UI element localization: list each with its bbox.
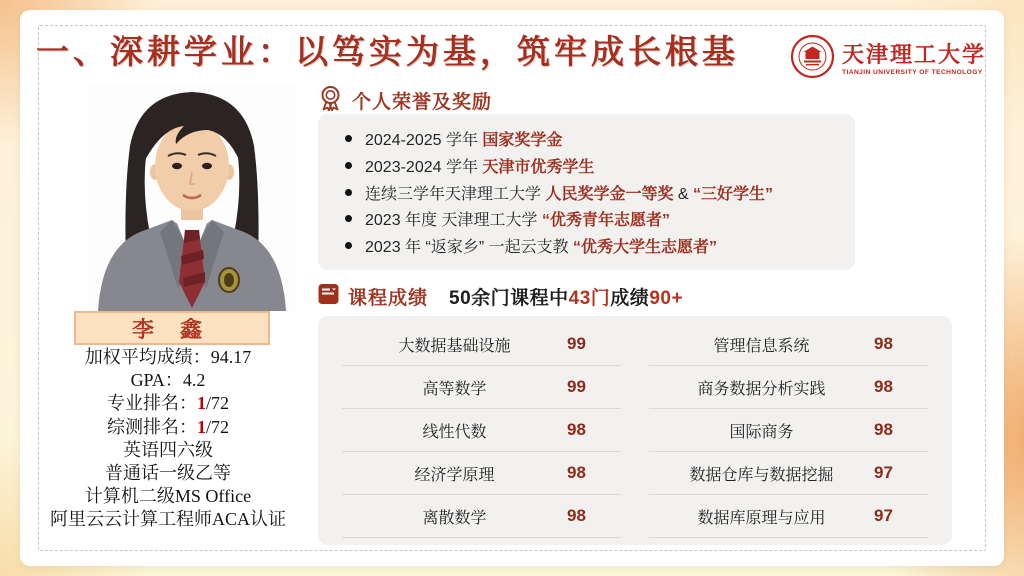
student-name: 李 鑫 [131, 316, 213, 342]
university-seal-icon [790, 34, 835, 84]
stat-line [24, 439, 312, 462]
book-icon [318, 283, 339, 310]
honor-highlight: 天津市优秀学生 [482, 158, 595, 176]
university-name [842, 43, 986, 76]
course-row [649, 495, 928, 538]
grades-panel [318, 316, 952, 545]
stat-prefix: 普通话一级乙等 [105, 463, 231, 484]
honor-highlight: 国家奖学金 [482, 132, 563, 149]
student-stats [24, 346, 312, 532]
course-name: 经济学原理 [414, 466, 495, 484]
stat-prefix: 英语四六级 [123, 439, 213, 460]
course-name: 管理信息系统 [713, 337, 810, 355]
course-score: 97 [874, 506, 893, 525]
honor-plain: & [673, 185, 694, 203]
course-row [342, 452, 621, 495]
course-name: 离散数学 [422, 509, 487, 527]
bullet-icon [345, 242, 352, 249]
course-score: 99 [567, 334, 586, 353]
stat-prefix: 计算机二级MS Office [84, 486, 252, 507]
stat-line [24, 485, 312, 508]
course-row [649, 452, 928, 495]
course-score: 98 [567, 420, 586, 439]
course-name: 线性代数 [422, 423, 487, 441]
bullet-icon [345, 162, 352, 169]
honor-text [365, 207, 670, 230]
course-name: 大数据基础设施 [398, 337, 511, 355]
honor-item [345, 207, 845, 230]
honor-plain: 连续三学年天津理工大学 [365, 185, 546, 203]
course-name: 数据库原理与应用 [697, 509, 826, 527]
summary-plain: 50余门课程中 [449, 288, 569, 309]
course-name: 高等数学 [422, 380, 487, 398]
stat-suffix: /72 [205, 393, 229, 414]
honor-plain: 2024-2025 学年 [365, 132, 483, 149]
bullet-icon [345, 189, 352, 196]
course-row [649, 323, 928, 366]
course-score: 99 [567, 377, 586, 396]
honor-item [345, 181, 845, 204]
course-row [342, 366, 621, 409]
course-score: 98 [874, 420, 893, 439]
honor-highlight: “三好学生” [693, 185, 774, 203]
course-row [342, 323, 621, 366]
medal-icon [318, 85, 343, 116]
honor-item [345, 234, 845, 257]
bullet-icon [345, 215, 352, 222]
stat-prefix: 阿里云云计算工程师ACA认证 [49, 509, 286, 530]
grades-header [318, 283, 683, 310]
university-name-en: TIANJIN UNIVERSITY OF TECHNOLOGY [841, 68, 983, 76]
course-name: 国际商务 [729, 423, 794, 441]
stat-suffix: 94.17 [210, 347, 252, 367]
course-score: 98 [874, 334, 893, 353]
stat-prefix: 综测排名： [106, 416, 197, 437]
honor-highlight: 人民奖学金一等奖 [545, 185, 674, 203]
stat-highlight: 1 [196, 393, 206, 414]
course-name: 数据仓库与数据挖掘 [689, 466, 834, 484]
student-name-box [74, 311, 270, 345]
page-title: 一、深耕学业：以笃实为基，筑牢成长根基 [36, 35, 739, 71]
stat-line [24, 508, 312, 531]
summary-highlight: 43门 [568, 288, 611, 309]
honor-text [365, 234, 717, 257]
honor-item [345, 127, 845, 150]
honor-text [365, 181, 773, 204]
honor-highlight: “优秀大学生志愿者” [573, 239, 718, 256]
university-logo [790, 34, 986, 84]
honor-text [365, 154, 594, 177]
course-name: 商务数据分析实践 [697, 380, 826, 398]
course-score: 98 [567, 506, 586, 525]
grades-summary [449, 283, 683, 310]
course-row [342, 409, 621, 452]
stat-prefix: 加权平均成绩： [84, 347, 211, 367]
stat-line [24, 416, 312, 439]
honors-panel [318, 114, 855, 270]
course-score: 98 [874, 377, 893, 396]
course-row [649, 366, 928, 409]
student-photo [88, 84, 296, 311]
summary-highlight: 90+ [649, 288, 684, 309]
course-score: 97 [874, 463, 893, 482]
course-row [649, 409, 928, 452]
honor-highlight: “优秀青年志愿者” [541, 212, 670, 230]
course-score: 98 [567, 463, 586, 482]
honor-plain: 2023 年 “返家乡” 一起云支教 [365, 239, 574, 256]
honors-header [318, 85, 492, 116]
stat-line [24, 369, 312, 392]
grades-heading: 课程成绩 [348, 288, 429, 309]
stat-suffix: /72 [205, 416, 229, 437]
honors-heading: 个人荣誉及奖励 [352, 92, 493, 113]
grades-column-right [649, 323, 928, 538]
honor-plain: 2023 年度 天津理工大学 [365, 212, 542, 230]
stat-line [24, 346, 312, 369]
course-row [342, 495, 621, 538]
university-name-cn: 天津理工大学 [841, 41, 986, 67]
grades-column-left [342, 323, 621, 538]
stat-prefix: 专业排名： [106, 393, 197, 414]
stat-suffix: 4.2 [182, 370, 206, 391]
honor-item [345, 154, 845, 177]
stat-line [24, 462, 312, 485]
summary-plain: 成绩 [610, 288, 650, 309]
honor-plain: 2023-2024 学年 [365, 158, 483, 176]
stat-prefix: GPA： [130, 370, 183, 391]
stat-highlight: 1 [196, 416, 206, 437]
stat-line [24, 392, 312, 415]
bullet-icon [345, 135, 352, 142]
honor-text [365, 127, 562, 150]
